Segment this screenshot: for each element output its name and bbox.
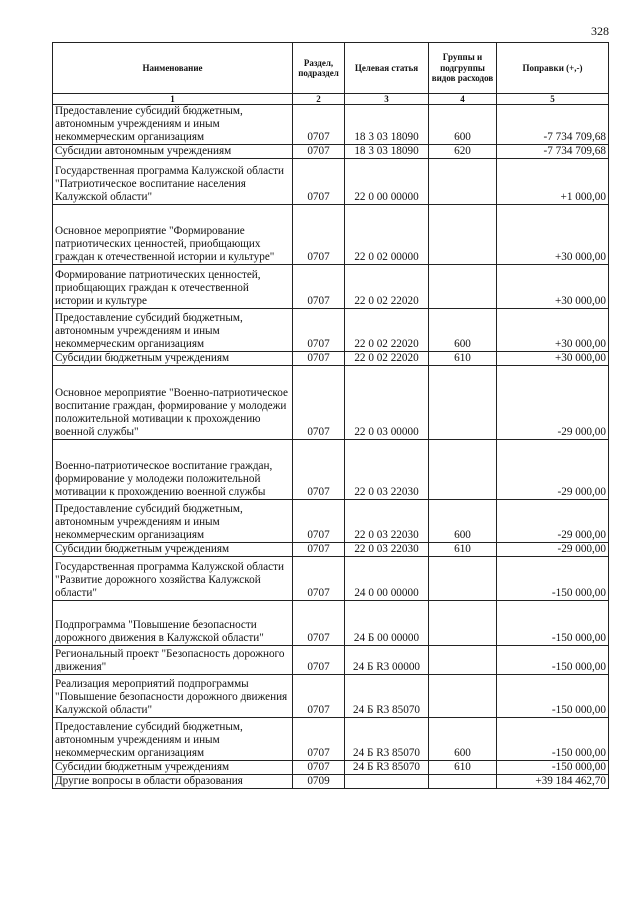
row-amount: -150 000,00: [497, 601, 609, 646]
row-target: 24 Б R3 00000: [345, 646, 429, 675]
row-amount: -29 000,00: [497, 500, 609, 543]
row-name: Субсидии автономным учреждениям: [53, 145, 293, 159]
header-name: Наименование: [53, 43, 293, 94]
row-group: [429, 646, 497, 675]
row-section: 0707: [293, 366, 345, 440]
row-group: 600: [429, 500, 497, 543]
row-target: 22 0 02 22020: [345, 309, 429, 352]
row-amount: -29 000,00: [497, 543, 609, 557]
row-section: 0707: [293, 205, 345, 265]
row-group: 610: [429, 543, 497, 557]
row-amount: -150 000,00: [497, 761, 609, 775]
row-group: [429, 159, 497, 205]
table-row: [53, 675, 609, 718]
row-amount: -29 000,00: [497, 366, 609, 440]
row-name: Предоставление субсидий бюджетным, автономным учреждениям и иным некоммерческим организациям: [53, 718, 293, 761]
row-name: Субсидии бюджетным учреждениям: [53, 543, 293, 557]
row-name: Государственная программа Калужской области "Патриотическое воспитание населения Калужской области": [53, 159, 293, 205]
row-target: 22 0 03 22030: [345, 500, 429, 543]
table-row: [53, 543, 609, 557]
row-amount: -7 734 709,68: [497, 105, 609, 145]
row-target: 18 3 03 18090: [345, 145, 429, 159]
row-target: 24 0 00 00000: [345, 557, 429, 601]
row-section: 0707: [293, 675, 345, 718]
table-row: [53, 105, 609, 145]
header-amendments: Поправки (+,-): [497, 43, 609, 94]
column-number: 3: [345, 94, 429, 105]
budget-amendments-table: [52, 42, 609, 789]
row-group: 600: [429, 105, 497, 145]
row-group: [429, 601, 497, 646]
row-target: 22 0 00 00000: [345, 159, 429, 205]
row-target: 22 0 03 22030: [345, 440, 429, 500]
row-target: 24 Б 00 00000: [345, 601, 429, 646]
row-name: Субсидии бюджетным учреждениям: [53, 352, 293, 366]
table-row: [53, 718, 609, 761]
table-row: [53, 309, 609, 352]
column-number: 4: [429, 94, 497, 105]
table-row: [53, 265, 609, 309]
column-number: 1: [53, 94, 293, 105]
row-section: 0707: [293, 543, 345, 557]
table-row: [53, 646, 609, 675]
table-row: [53, 500, 609, 543]
row-target: 24 Б R3 85070: [345, 718, 429, 761]
table-row: [53, 352, 609, 366]
table-row: [53, 159, 609, 205]
row-section: 0707: [293, 500, 345, 543]
row-section: 0707: [293, 601, 345, 646]
row-target: 22 0 02 22020: [345, 352, 429, 366]
row-target: 22 0 02 22020: [345, 265, 429, 309]
row-name: Военно-патриотическое воспитание граждан, формирование у молодежи положительной мотивации к прохождению военной службы: [53, 440, 293, 500]
row-section: 0707: [293, 352, 345, 366]
row-name: Предоставление субсидий бюджетным, автономным учреждениям и иным некоммерческим организациям: [53, 105, 293, 145]
table-row: [53, 366, 609, 440]
row-target: [345, 775, 429, 789]
row-name: Подпрограмма "Повышение безопасности дорожного движения в Калужской области": [53, 601, 293, 646]
column-number: 5: [497, 94, 609, 105]
row-section: 0707: [293, 145, 345, 159]
row-section: 0707: [293, 557, 345, 601]
row-section: 0707: [293, 265, 345, 309]
row-group: [429, 557, 497, 601]
table-row: [53, 145, 609, 159]
row-section: 0707: [293, 309, 345, 352]
row-target: 22 0 03 00000: [345, 366, 429, 440]
row-section: 0707: [293, 440, 345, 500]
row-group: [429, 440, 497, 500]
row-group: [429, 366, 497, 440]
row-section: 0707: [293, 159, 345, 205]
row-amount: -150 000,00: [497, 718, 609, 761]
table-row: [53, 775, 609, 789]
row-section: 0707: [293, 646, 345, 675]
row-group: 620: [429, 145, 497, 159]
header-target: Целевая статья: [345, 43, 429, 94]
row-group: [429, 265, 497, 309]
row-amount: -29 000,00: [497, 440, 609, 500]
row-amount: +30 000,00: [497, 309, 609, 352]
row-group: [429, 205, 497, 265]
row-group: 610: [429, 352, 497, 366]
row-name: Государственная программа Калужской области "Развитие дорожного хозяйства Калужской области": [53, 557, 293, 601]
page-number: 328: [591, 24, 609, 38]
row-amount: +30 000,00: [497, 352, 609, 366]
header-row: [53, 43, 609, 94]
row-section: 0709: [293, 775, 345, 789]
row-group: 600: [429, 718, 497, 761]
table-row: [53, 440, 609, 500]
row-section: 0707: [293, 718, 345, 761]
row-amount: -150 000,00: [497, 646, 609, 675]
row-target: 18 3 03 18090: [345, 105, 429, 145]
row-amount: -7 734 709,68: [497, 145, 609, 159]
row-target: 24 Б R3 85070: [345, 761, 429, 775]
row-group: 610: [429, 761, 497, 775]
row-name: Формирование патриотических ценностей, приобщающих граждан к отечественной истории и культуре: [53, 265, 293, 309]
row-section: 0707: [293, 105, 345, 145]
row-group: [429, 775, 497, 789]
row-name: Основное мероприятие "Формирование патриотических ценностей, приобщающих граждан к отечественной истории и культуре": [53, 205, 293, 265]
row-group: [429, 675, 497, 718]
row-target: 22 0 03 22030: [345, 543, 429, 557]
table-row: [53, 761, 609, 775]
row-target: 22 0 02 00000: [345, 205, 429, 265]
row-amount: -150 000,00: [497, 557, 609, 601]
header-groups: Группы и подгруппы видов расходов: [429, 43, 497, 94]
row-name: Предоставление субсидий бюджетным, автономным учреждениям и иным некоммерческим организациям: [53, 500, 293, 543]
row-name: Субсидии бюджетным учреждениям: [53, 761, 293, 775]
header-section: Раздел, подраздел: [293, 43, 345, 94]
table-row: [53, 601, 609, 646]
row-name: Основное мероприятие "Военно-патриотическое воспитание граждан, формирование у молодежи положительной мотивации к прохождению военной службы": [53, 366, 293, 440]
row-name: Другие вопросы в области образования: [53, 775, 293, 789]
row-name: Региональный проект "Безопасность дорожного движения": [53, 646, 293, 675]
column-number-row: [53, 94, 609, 105]
row-group: 600: [429, 309, 497, 352]
row-amount: +30 000,00: [497, 205, 609, 265]
row-amount: +30 000,00: [497, 265, 609, 309]
table-row: [53, 557, 609, 601]
row-name: Реализация мероприятий подпрограммы "Повышение безопасности дорожного движения Калужской области": [53, 675, 293, 718]
row-amount: +39 184 462,70: [497, 775, 609, 789]
table-row: [53, 205, 609, 265]
row-name: Предоставление субсидий бюджетным, автономным учреждениям и иным некоммерческим организациям: [53, 309, 293, 352]
row-section: 0707: [293, 761, 345, 775]
column-number: 2: [293, 94, 345, 105]
row-amount: -150 000,00: [497, 675, 609, 718]
row-target: 24 Б R3 85070: [345, 675, 429, 718]
row-amount: +1 000,00: [497, 159, 609, 205]
